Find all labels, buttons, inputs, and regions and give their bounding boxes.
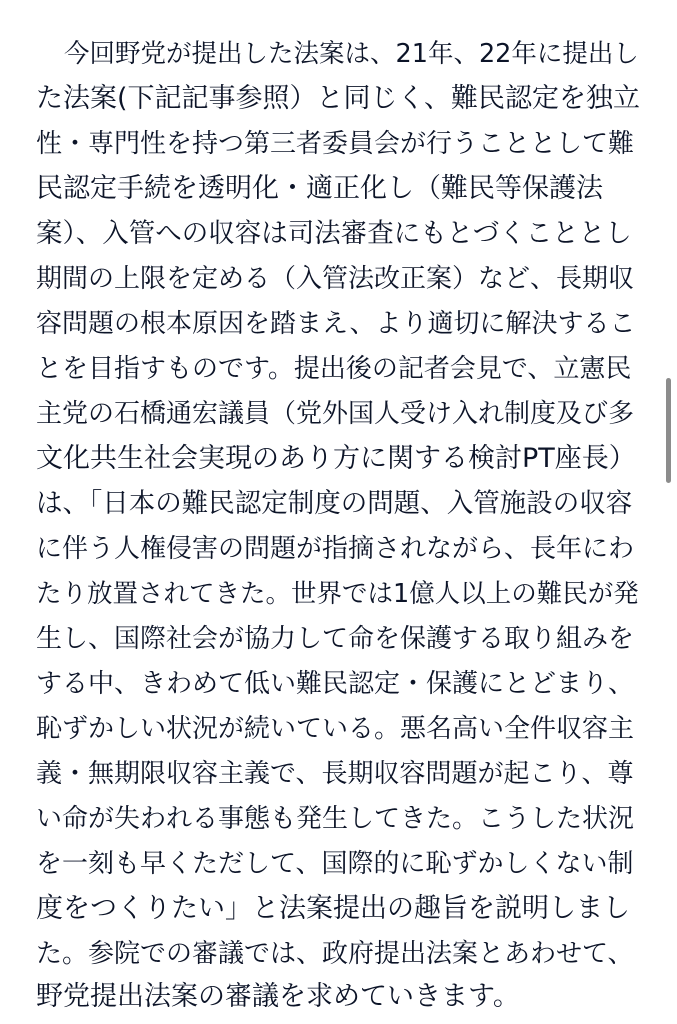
paragraph-line: 期間の上限を定める（入管法改正案）など、長期収 bbox=[36, 264, 635, 294]
paragraph-line: 義・無期限収容主義で、長期収容問題が起こり、尊 bbox=[36, 759, 634, 789]
paragraph-line: た法案(下記記事参照）と同じく、難民認定を独立 bbox=[36, 83, 640, 114]
paragraph-line: 容問題の根本原因を踏まえ、より適切に解決するこ bbox=[36, 309, 636, 339]
paragraph-line: 生し、国際社会が協力して命を保護する取り組みを bbox=[36, 624, 635, 654]
paragraph-line: 主党の石橋通宏議員（党外国人受け入れ制度及び多 bbox=[36, 399, 635, 429]
paragraph-line: 恥ずかしい状況が続いている。悪名高い全件収容主 bbox=[36, 714, 635, 744]
paragraph-line: 今回野党が提出した法案は、21年、22年に提出し bbox=[64, 39, 639, 69]
paragraph-line: する中、きわめて低い難民認定・保護にとどまり、 bbox=[36, 669, 635, 699]
paragraph-line: 性・専門性を持つ第三者委員会が行うこととして難 bbox=[36, 129, 635, 159]
paragraph-line: 度をつくりたい」と法案提出の趣旨を説明しまし bbox=[36, 893, 630, 924]
paragraph-line: を一刻も早くただして、国際的に恥ずかしくない制 bbox=[36, 849, 634, 879]
paragraph-line: 民認定手続を透明化・適正化し（難民等保護法 bbox=[36, 173, 603, 204]
paragraph-line: たり放置されてきた。世界では1億人以上の難民が発 bbox=[36, 579, 639, 609]
paragraph-line: は、「日本の難民認定制度の問題、入管施設の収容 bbox=[36, 488, 633, 519]
paragraph-line: い命が失われる事態も発生してきた。こうした状況 bbox=[36, 804, 635, 834]
paragraph-line: た。参院での審議では、政府提出法案とあわせて、 bbox=[36, 939, 634, 969]
paragraph-line: に伴う人権侵害の問題が指摘されながら、長年にわ bbox=[36, 534, 635, 564]
paragraph-line: 野党提出法案の審議を求めていきます。 bbox=[36, 981, 520, 1012]
paragraph-line: 文化共生社会実現のあり方に関する検討PT座長） bbox=[36, 443, 636, 474]
scrollbar-thumb[interactable] bbox=[666, 378, 671, 483]
paragraph-line: とを目指すものです。提出後の記者会見で、立憲民 bbox=[36, 354, 632, 384]
paragraph-line: 案）、入管への収容は司法審査にもとづくこととし bbox=[36, 218, 632, 249]
